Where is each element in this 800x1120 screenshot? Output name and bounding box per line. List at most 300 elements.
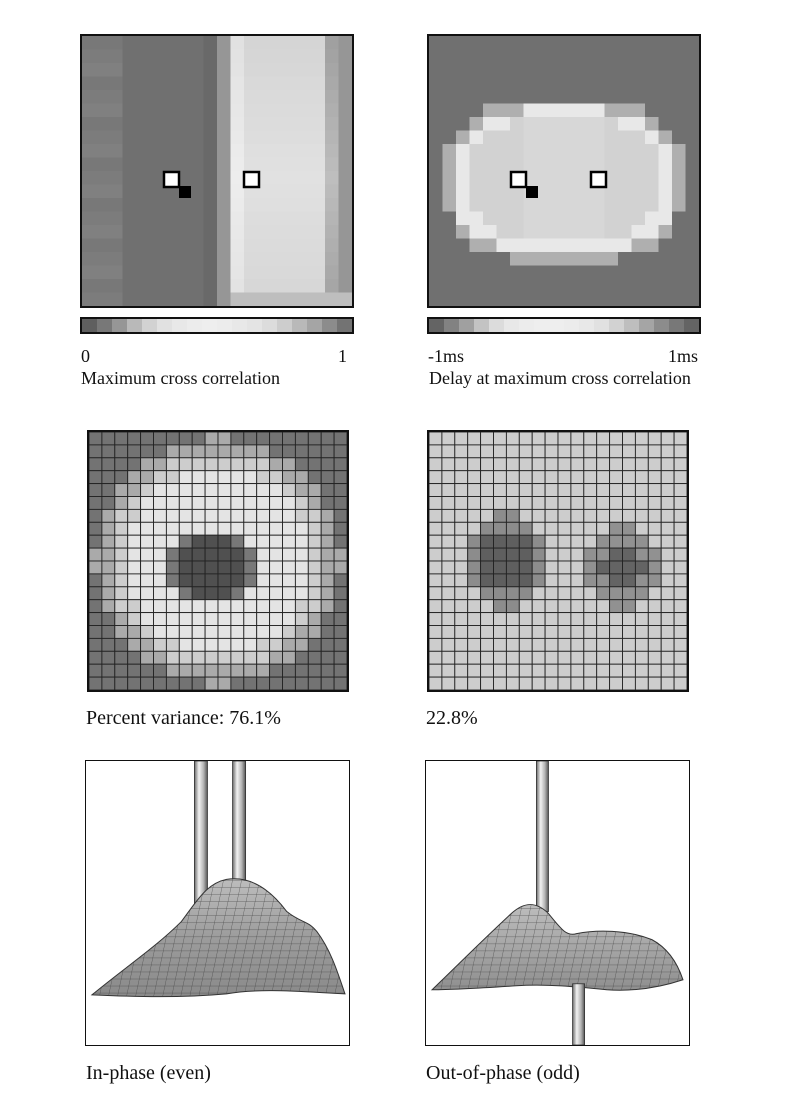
- grid-cell: [494, 471, 507, 484]
- map-cell: [271, 63, 285, 77]
- map-cell: [339, 50, 353, 64]
- map-cell: [497, 212, 511, 226]
- grid-cell: [283, 574, 296, 587]
- map-cell: [339, 63, 353, 77]
- grid-cell: [179, 548, 192, 561]
- map-cell: [483, 36, 497, 50]
- grid-cell: [295, 432, 308, 445]
- map-cell: [109, 144, 123, 158]
- map-cell: [578, 90, 592, 104]
- map-cell: [217, 225, 231, 239]
- grid-cell: [128, 445, 141, 458]
- map-cell: [632, 90, 646, 104]
- map-cell: [298, 36, 312, 50]
- grid-cell: [321, 548, 334, 561]
- map-cell: [497, 252, 511, 266]
- grid-cell: [648, 677, 661, 690]
- map-cell: [312, 90, 326, 104]
- map-cell: [217, 90, 231, 104]
- colorbar-swatch: [504, 319, 520, 332]
- map-cell: [497, 36, 511, 50]
- map-cell: [163, 50, 177, 64]
- grid-cell: [648, 458, 661, 471]
- map-cell: [470, 198, 484, 212]
- map-cell: [298, 185, 312, 199]
- map-cell: [258, 117, 272, 131]
- map-cell: [605, 239, 619, 253]
- grid-cell: [115, 445, 128, 458]
- map-cell: [325, 212, 339, 226]
- grid-cell: [321, 651, 334, 664]
- map-cell: [564, 293, 578, 307]
- grid-cell: [154, 535, 167, 548]
- map-cell: [258, 158, 272, 172]
- grid-cell: [179, 561, 192, 574]
- map-cell: [109, 185, 123, 199]
- map-cell: [163, 198, 177, 212]
- map-cell: [339, 158, 353, 172]
- map-cell: [564, 171, 578, 185]
- grid-cell: [205, 509, 218, 522]
- map-cell: [524, 63, 538, 77]
- map-cell: [659, 144, 673, 158]
- grid-cell: [442, 574, 455, 587]
- grid-cell: [558, 522, 571, 535]
- map-cell: [285, 77, 299, 91]
- grid-cell: [89, 535, 102, 548]
- grid-cell: [283, 432, 296, 445]
- colorbar-swatch: [444, 319, 460, 332]
- grid-cell: [532, 638, 545, 651]
- grid-cell: [648, 651, 661, 664]
- map-cell: [686, 171, 700, 185]
- max-correlation-map-image: [82, 36, 352, 306]
- grid-cell: [154, 613, 167, 626]
- grid-cell: [218, 509, 231, 522]
- grid-cell: [295, 677, 308, 690]
- grid-cell: [334, 587, 347, 600]
- grid-cell: [623, 574, 636, 587]
- grid-cell: [584, 574, 597, 587]
- map-cell: [645, 198, 659, 212]
- grid-cell: [257, 548, 270, 561]
- grid-cell: [635, 677, 648, 690]
- grid-cell: [635, 509, 648, 522]
- grid-cell: [571, 432, 584, 445]
- map-cell: [244, 239, 258, 253]
- grid-cell: [321, 561, 334, 574]
- grid-cell: [270, 497, 283, 510]
- grid-cell: [192, 471, 205, 484]
- grid-cell: [571, 600, 584, 613]
- map-cell: [605, 90, 619, 104]
- map-cell: [659, 50, 673, 64]
- map-cell: [82, 225, 96, 239]
- grid-cell: [610, 626, 623, 639]
- grid-cell: [455, 458, 468, 471]
- colorbar-swatch: [337, 319, 352, 332]
- map-cell: [591, 266, 605, 280]
- map-cell: [456, 171, 470, 185]
- map-cell: [578, 185, 592, 199]
- map-cell: [96, 225, 110, 239]
- grid-cell: [192, 651, 205, 664]
- map-cell: [123, 36, 137, 50]
- grid-cell: [244, 535, 257, 548]
- map-cell: [551, 171, 565, 185]
- map-cell: [150, 225, 164, 239]
- map-cell: [564, 63, 578, 77]
- grid-cell: [205, 548, 218, 561]
- map-cell: [605, 212, 619, 226]
- grid-cell: [481, 432, 494, 445]
- grid-cell: [141, 574, 154, 587]
- grid-cell: [179, 432, 192, 445]
- map-cell: [672, 117, 686, 131]
- map-cell: [150, 171, 164, 185]
- map-cell: [123, 158, 137, 172]
- map-cell: [659, 117, 673, 131]
- grid-cell: [283, 471, 296, 484]
- grid-cell: [89, 509, 102, 522]
- map-cell: [136, 198, 150, 212]
- grid-cell: [102, 548, 115, 561]
- grid-cell: [661, 471, 674, 484]
- grid-cell: [506, 677, 519, 690]
- map-cell: [456, 212, 470, 226]
- grid-cell: [455, 561, 468, 574]
- grid-cell: [623, 561, 636, 574]
- grid-cell: [558, 613, 571, 626]
- map-cell: [285, 117, 299, 131]
- grid-cell: [635, 497, 648, 510]
- grid-cell: [558, 677, 571, 690]
- grid-cell: [635, 664, 648, 677]
- grid-cell: [442, 664, 455, 677]
- grid-cell: [481, 574, 494, 587]
- grid-cell: [494, 587, 507, 600]
- grid-cell: [468, 509, 481, 522]
- map-cell: [456, 266, 470, 280]
- grid-cell: [623, 664, 636, 677]
- grid-cell: [115, 626, 128, 639]
- grid-cell: [141, 535, 154, 548]
- map-cell: [632, 171, 646, 185]
- map-cell: [231, 239, 245, 253]
- colorbar-swatch: [97, 319, 113, 332]
- map-cell: [645, 117, 659, 131]
- map-cell: [96, 63, 110, 77]
- grid-cell: [334, 664, 347, 677]
- grid-cell: [506, 535, 519, 548]
- map-cell: [591, 117, 605, 131]
- map-cell: [429, 239, 443, 253]
- map-cell: [497, 225, 511, 239]
- map-cell: [672, 266, 686, 280]
- map-cell: [429, 90, 443, 104]
- grid-cell: [468, 651, 481, 664]
- map-cell: [231, 77, 245, 91]
- map-cell: [163, 77, 177, 91]
- map-cell: [456, 239, 470, 253]
- grid-cell: [283, 458, 296, 471]
- grid-cell: [429, 638, 442, 651]
- map-cell: [325, 279, 339, 293]
- map-cell: [190, 63, 204, 77]
- grid-cell: [244, 574, 257, 587]
- grid-cell: [545, 664, 558, 677]
- map-cell: [686, 239, 700, 253]
- grid-cell: [429, 471, 442, 484]
- map-cell: [339, 212, 353, 226]
- grid-cell: [192, 677, 205, 690]
- map-cell: [204, 266, 218, 280]
- grid-cell: [481, 638, 494, 651]
- grid-cell: [179, 651, 192, 664]
- surface-plot-even: [85, 760, 350, 1046]
- grid-cell: [674, 484, 687, 497]
- grid-cell: [674, 626, 687, 639]
- map-cell: [217, 104, 231, 118]
- map-cell: [672, 50, 686, 64]
- map-cell: [325, 50, 339, 64]
- grid-cell: [468, 497, 481, 510]
- map-cell: [470, 293, 484, 307]
- map-cell: [605, 144, 619, 158]
- map-cell: [298, 198, 312, 212]
- map-cell: [510, 252, 524, 266]
- grid-cell: [545, 574, 558, 587]
- grid-cell: [89, 548, 102, 561]
- grid-cell: [610, 613, 623, 626]
- grid-cell: [141, 613, 154, 626]
- map-cell: [82, 117, 96, 131]
- grid-cell: [571, 613, 584, 626]
- map-cell: [605, 131, 619, 145]
- map-cell: [163, 252, 177, 266]
- map-cell: [443, 90, 457, 104]
- grid-cell: [494, 574, 507, 587]
- max-correlation-caption: Maximum cross correlation: [81, 368, 280, 388]
- grid-cell: [623, 458, 636, 471]
- surface-plot-odd: [425, 760, 690, 1046]
- map-cell: [82, 266, 96, 280]
- map-cell: [537, 131, 551, 145]
- grid-cell: [558, 638, 571, 651]
- grid-cell: [154, 626, 167, 639]
- colorbar-swatch: [609, 319, 625, 332]
- in-phase-surface: [86, 761, 349, 1045]
- map-cell: [456, 50, 470, 64]
- map-cell: [686, 266, 700, 280]
- grid-cell: [584, 484, 597, 497]
- colorbar-swatch: [262, 319, 278, 332]
- grid-cell: [166, 497, 179, 510]
- colorbar-swatch: [292, 319, 308, 332]
- map-cell: [618, 185, 632, 199]
- map-cell: [96, 198, 110, 212]
- map-cell: [470, 131, 484, 145]
- map-cell: [524, 212, 538, 226]
- grid-cell: [308, 638, 321, 651]
- map-cell: [258, 36, 272, 50]
- grid-cell: [295, 664, 308, 677]
- colorbar-swatch: [217, 319, 233, 332]
- map-cell: [618, 279, 632, 293]
- grid-cell: [154, 651, 167, 664]
- map-cell: [645, 63, 659, 77]
- grid-cell: [154, 458, 167, 471]
- grid-cell: [115, 664, 128, 677]
- map-cell: [659, 104, 673, 118]
- map-cell: [605, 36, 619, 50]
- map-cell: [96, 252, 110, 266]
- map-cell: [163, 158, 177, 172]
- grid-cell: [635, 432, 648, 445]
- map-cell: [136, 36, 150, 50]
- colorbar-swatch: [127, 319, 143, 332]
- grid-cell: [532, 574, 545, 587]
- map-cell: [163, 117, 177, 131]
- grid-cell: [257, 509, 270, 522]
- map-cell: [618, 144, 632, 158]
- grid-cell: [218, 522, 231, 535]
- colorbar-swatch: [247, 319, 263, 332]
- map-cell: [312, 117, 326, 131]
- grid-cell: [481, 677, 494, 690]
- map-cell: [150, 198, 164, 212]
- grid-cell: [334, 638, 347, 651]
- map-cell: [686, 104, 700, 118]
- map-cell: [109, 266, 123, 280]
- map-cell: [659, 212, 673, 226]
- map-cell: [429, 63, 443, 77]
- grid-cell: [674, 561, 687, 574]
- map-cell: [312, 279, 326, 293]
- grid-cell: [584, 497, 597, 510]
- map-cell: [123, 185, 137, 199]
- grid-cell: [128, 471, 141, 484]
- grid-cell: [481, 535, 494, 548]
- map-cell: [618, 225, 632, 239]
- map-cell: [177, 131, 191, 145]
- grid-cell: [481, 497, 494, 510]
- map-cell: [578, 50, 592, 64]
- grid-cell: [545, 497, 558, 510]
- grid-cell: [610, 432, 623, 445]
- grid-cell: [455, 522, 468, 535]
- map-cell: [497, 50, 511, 64]
- map-cell: [470, 158, 484, 172]
- grid-cell: [128, 638, 141, 651]
- map-cell: [564, 198, 578, 212]
- grid-cell: [321, 445, 334, 458]
- map-cell: [618, 252, 632, 266]
- map-cell: [258, 239, 272, 253]
- map-cell: [510, 144, 524, 158]
- colorbar-swatch: [459, 319, 475, 332]
- map-cell: [443, 212, 457, 226]
- grid-cell: [545, 587, 558, 600]
- grid-cell: [481, 651, 494, 664]
- grid-cell: [635, 626, 648, 639]
- map-cell: [123, 144, 137, 158]
- grid-cell: [308, 613, 321, 626]
- grid-cell: [102, 509, 115, 522]
- map-cell: [483, 90, 497, 104]
- map-cell: [271, 279, 285, 293]
- map-cell: [443, 117, 457, 131]
- grid-cell: [218, 458, 231, 471]
- grid-cell: [429, 613, 442, 626]
- grid-cell: [192, 574, 205, 587]
- map-cell: [123, 198, 137, 212]
- map-cell: [470, 225, 484, 239]
- map-cell: [645, 131, 659, 145]
- map-cell: [686, 144, 700, 158]
- map-cell: [244, 279, 258, 293]
- map-cell: [632, 131, 646, 145]
- map-cell: [163, 144, 177, 158]
- map-cell: [564, 158, 578, 172]
- map-cell: [204, 198, 218, 212]
- map-cell: [177, 239, 191, 253]
- grid-cell: [674, 613, 687, 626]
- grid-cell: [545, 509, 558, 522]
- grid-cell: [141, 432, 154, 445]
- grid-cell: [334, 574, 347, 587]
- map-cell: [632, 252, 646, 266]
- map-cell: [443, 252, 457, 266]
- map-cell: [578, 158, 592, 172]
- grid-cell: [610, 677, 623, 690]
- map-cell: [217, 185, 231, 199]
- map-cell: [109, 77, 123, 91]
- grid-cell: [532, 445, 545, 458]
- grid-cell: [141, 484, 154, 497]
- grid-cell: [584, 626, 597, 639]
- delay-colorbar-min-label: -1ms: [428, 346, 464, 366]
- grid-cell: [519, 522, 532, 535]
- map-cell: [510, 266, 524, 280]
- map-cell: [231, 293, 245, 307]
- grid-cell: [506, 509, 519, 522]
- map-cell: [686, 50, 700, 64]
- grid-cell: [635, 574, 648, 587]
- map-cell: [109, 225, 123, 239]
- map-cell: [285, 131, 299, 145]
- grid-cell: [115, 535, 128, 548]
- map-cell: [537, 279, 551, 293]
- grid-cell: [545, 613, 558, 626]
- map-cell: [456, 158, 470, 172]
- map-cell: [244, 117, 258, 131]
- grid-cell: [623, 471, 636, 484]
- delay-map-image: [429, 36, 699, 306]
- grid-cell: [442, 484, 455, 497]
- map-cell: [271, 50, 285, 64]
- grid-cell: [661, 445, 674, 458]
- grid-cell: [597, 497, 610, 510]
- grid-cell: [455, 626, 468, 639]
- map-cell: [672, 252, 686, 266]
- grid-cell: [623, 626, 636, 639]
- grid-cell: [308, 548, 321, 561]
- grid-cell: [308, 677, 321, 690]
- grid-cell: [635, 535, 648, 548]
- map-cell: [524, 131, 538, 145]
- map-cell: [136, 239, 150, 253]
